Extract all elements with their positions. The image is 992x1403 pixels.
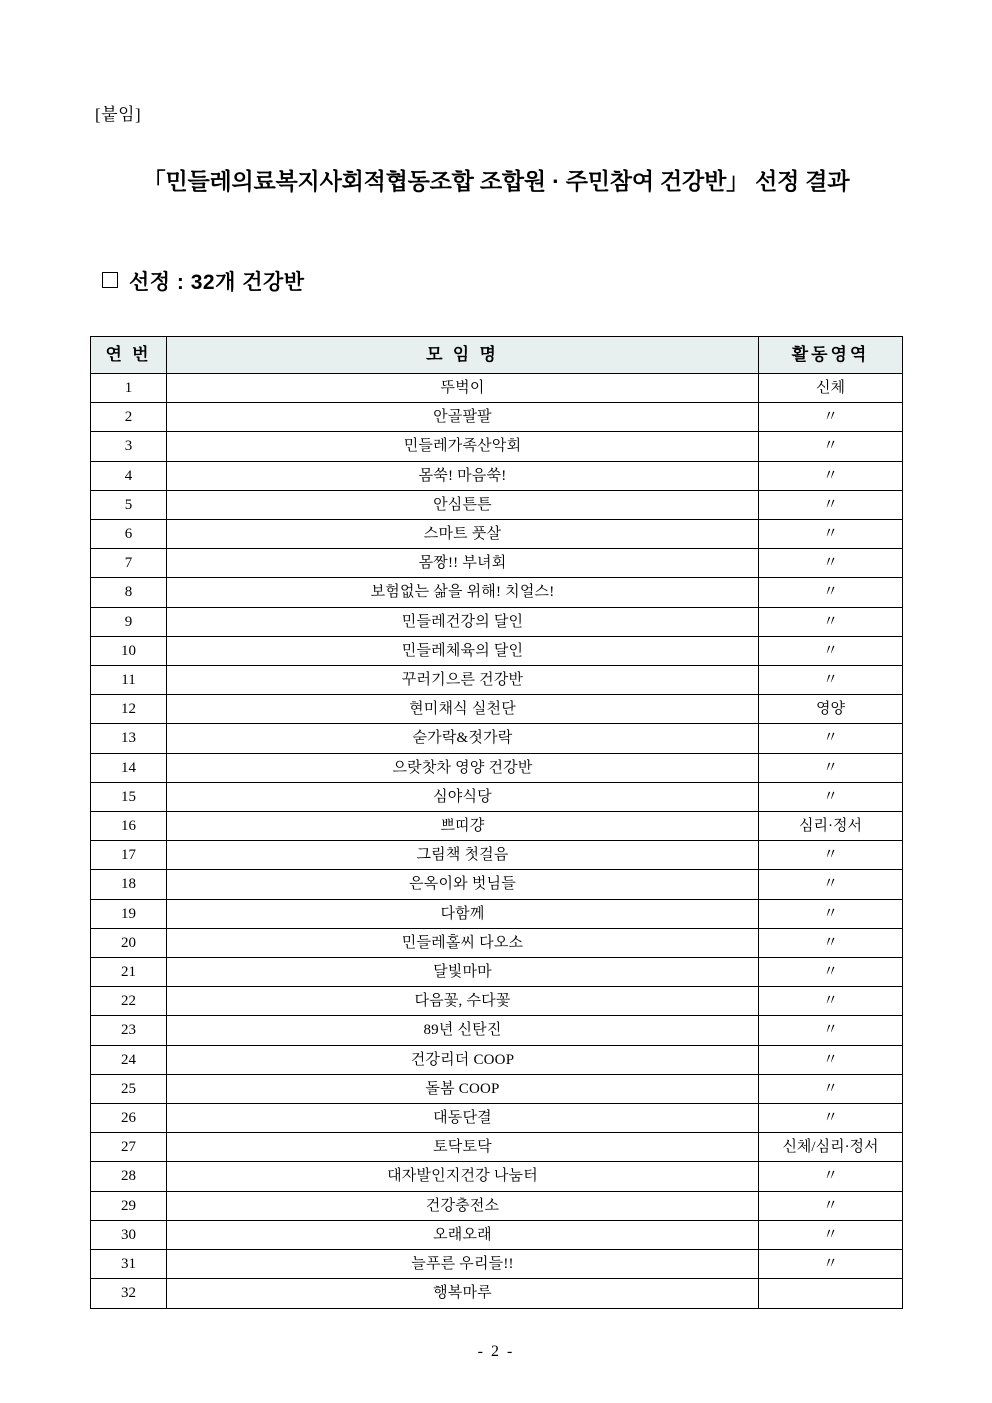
activity-area: 〃: [759, 1250, 903, 1279]
group-name: 대동단결: [167, 1104, 759, 1133]
table-body: [91, 374, 903, 1309]
activity-area: 〃: [759, 549, 903, 578]
activity-area: 〃: [759, 1016, 903, 1045]
table-row: [91, 899, 903, 928]
group-name: 으랏찻차 영양 건강반: [167, 753, 759, 782]
row-number: 7: [91, 549, 167, 578]
activity-area: 심리·정서: [759, 812, 903, 841]
group-name: 몸짱!! 부녀회: [167, 549, 759, 578]
row-number: 11: [91, 666, 167, 695]
row-number: 19: [91, 899, 167, 928]
group-name: 은옥이와 벗님들: [167, 870, 759, 899]
row-number: 12: [91, 695, 167, 724]
group-name: 대자발인지건강 나눔터: [167, 1162, 759, 1191]
activity-area: 〃: [759, 490, 903, 519]
group-name: 달빛마마: [167, 958, 759, 987]
table-row: [91, 666, 903, 695]
table-row: [91, 636, 903, 665]
row-number: 4: [91, 461, 167, 490]
activity-area: 〃: [759, 928, 903, 957]
activity-area: 〃: [759, 666, 903, 695]
group-name: 89년 신탄진: [167, 1016, 759, 1045]
row-number: 15: [91, 782, 167, 811]
table-row: [91, 724, 903, 753]
row-number: 20: [91, 928, 167, 957]
activity-area: 〃: [759, 1074, 903, 1103]
activity-area: 〃: [759, 520, 903, 549]
activity-area: 〃: [759, 432, 903, 461]
activity-area: 영양: [759, 695, 903, 724]
column-header-no: 연 번: [91, 337, 167, 374]
activity-area: 신체/심리·정서: [759, 1133, 903, 1162]
activity-area: 〃: [759, 782, 903, 811]
table-row: [91, 403, 903, 432]
table-row: [91, 987, 903, 1016]
row-number: 32: [91, 1279, 167, 1308]
activity-area: 〃: [759, 636, 903, 665]
activity-area: 〃: [759, 870, 903, 899]
activity-area: 〃: [759, 1191, 903, 1220]
section-heading-text: 선정 : 32개 건강반: [129, 271, 305, 294]
table-row: [91, 520, 903, 549]
row-number: 27: [91, 1133, 167, 1162]
table-row: [91, 841, 903, 870]
table-row: [91, 753, 903, 782]
row-number: 28: [91, 1162, 167, 1191]
table-row: [91, 607, 903, 636]
column-header-area: 활동영역: [759, 337, 903, 374]
group-name: 민들레가족산악회: [167, 432, 759, 461]
row-number: 25: [91, 1074, 167, 1103]
table-row: [91, 870, 903, 899]
group-name: 안골팔팔: [167, 403, 759, 432]
health-group-table: [90, 336, 903, 1309]
group-name: 민들레건강의 달인: [167, 607, 759, 636]
group-name: 건강충전소: [167, 1191, 759, 1220]
activity-area: 〃: [759, 899, 903, 928]
table-row: [91, 812, 903, 841]
group-name: 스마트 풋살: [167, 520, 759, 549]
table-header-row: [91, 337, 903, 374]
table-row: [91, 1133, 903, 1162]
activity-area: 〃: [759, 461, 903, 490]
row-number: 6: [91, 520, 167, 549]
table-row: [91, 782, 903, 811]
group-name: 보험없는 삶을 위해! 치얼스!: [167, 578, 759, 607]
row-number: 16: [91, 812, 167, 841]
page-title: 「민들레의료복지사회적협동조합 조합원 · 주민참여 건강반」 선정 결과: [142, 168, 850, 194]
group-name: 그림책 첫걸음: [167, 841, 759, 870]
group-name: 토닥토닥: [167, 1133, 759, 1162]
checkbox-square-icon: [102, 272, 118, 288]
table-row: [91, 1191, 903, 1220]
group-name: 뚜벅이: [167, 374, 759, 403]
activity-area: 〃: [759, 1162, 903, 1191]
row-number: 1: [91, 374, 167, 403]
activity-area: 〃: [759, 578, 903, 607]
table-row: [91, 549, 903, 578]
table-row: [91, 1016, 903, 1045]
row-number: 17: [91, 841, 167, 870]
activity-area: 신체: [759, 374, 903, 403]
activity-area: 〃: [759, 987, 903, 1016]
group-name: 꾸러기으른 건강반: [167, 666, 759, 695]
column-header-name: 모 임 명: [167, 337, 759, 374]
group-name: 돌봄 COOP: [167, 1074, 759, 1103]
table-row: [91, 578, 903, 607]
table-header: [91, 337, 903, 374]
attachment-label: [붙임]: [95, 105, 142, 124]
row-number: 3: [91, 432, 167, 461]
row-number: 18: [91, 870, 167, 899]
group-name: 쁘띠걍: [167, 812, 759, 841]
group-name: 숟가락&젓가락: [167, 724, 759, 753]
group-name: 건강리더 COOP: [167, 1045, 759, 1074]
row-number: 9: [91, 607, 167, 636]
activity-area: 〃: [759, 724, 903, 753]
activity-area: [759, 1279, 903, 1308]
row-number: 23: [91, 1016, 167, 1045]
row-number: 10: [91, 636, 167, 665]
section-heading: [102, 266, 902, 296]
row-number: 8: [91, 578, 167, 607]
table-row: [91, 1162, 903, 1191]
table-row: [91, 432, 903, 461]
table-row: [91, 695, 903, 724]
table-row: [91, 1250, 903, 1279]
group-name: 다음꽃, 수다꽃: [167, 987, 759, 1016]
group-name: 현미채식 실천단: [167, 695, 759, 724]
table-row: [91, 958, 903, 987]
row-number: 26: [91, 1104, 167, 1133]
table-row: [91, 1220, 903, 1249]
group-name: 행복마루: [167, 1279, 759, 1308]
table-row: [91, 1104, 903, 1133]
table-row: [91, 374, 903, 403]
table-row: [91, 1074, 903, 1103]
activity-area: 〃: [759, 753, 903, 782]
activity-area: 〃: [759, 403, 903, 432]
row-number: 24: [91, 1045, 167, 1074]
group-name: 안심튼튼: [167, 490, 759, 519]
group-name: 늘푸른 우리들!!: [167, 1250, 759, 1279]
row-number: 31: [91, 1250, 167, 1279]
group-name: 다함께: [167, 899, 759, 928]
row-number: 21: [91, 958, 167, 987]
group-name: 몸쑥! 마음쑥!: [167, 461, 759, 490]
table-row: [91, 928, 903, 957]
activity-area: 〃: [759, 1220, 903, 1249]
table-row: [91, 490, 903, 519]
row-number: 30: [91, 1220, 167, 1249]
table-row: [91, 1045, 903, 1074]
row-number: 14: [91, 753, 167, 782]
row-number: 22: [91, 987, 167, 1016]
row-number: 2: [91, 403, 167, 432]
table-row: [91, 1279, 903, 1308]
activity-area: 〃: [759, 958, 903, 987]
group-name: 민들레체육의 달인: [167, 636, 759, 665]
group-name: 민들레홀씨 다오소: [167, 928, 759, 957]
activity-area: 〃: [759, 1104, 903, 1133]
activity-area: 〃: [759, 841, 903, 870]
group-name: 심야식당: [167, 782, 759, 811]
table-row: [91, 461, 903, 490]
group-name: 오래오래: [167, 1220, 759, 1249]
row-number: 5: [91, 490, 167, 519]
row-number: 29: [91, 1191, 167, 1220]
activity-area: 〃: [759, 1045, 903, 1074]
row-number: 13: [91, 724, 167, 753]
page-number: - 2 -: [477, 1343, 515, 1360]
activity-area: 〃: [759, 607, 903, 636]
